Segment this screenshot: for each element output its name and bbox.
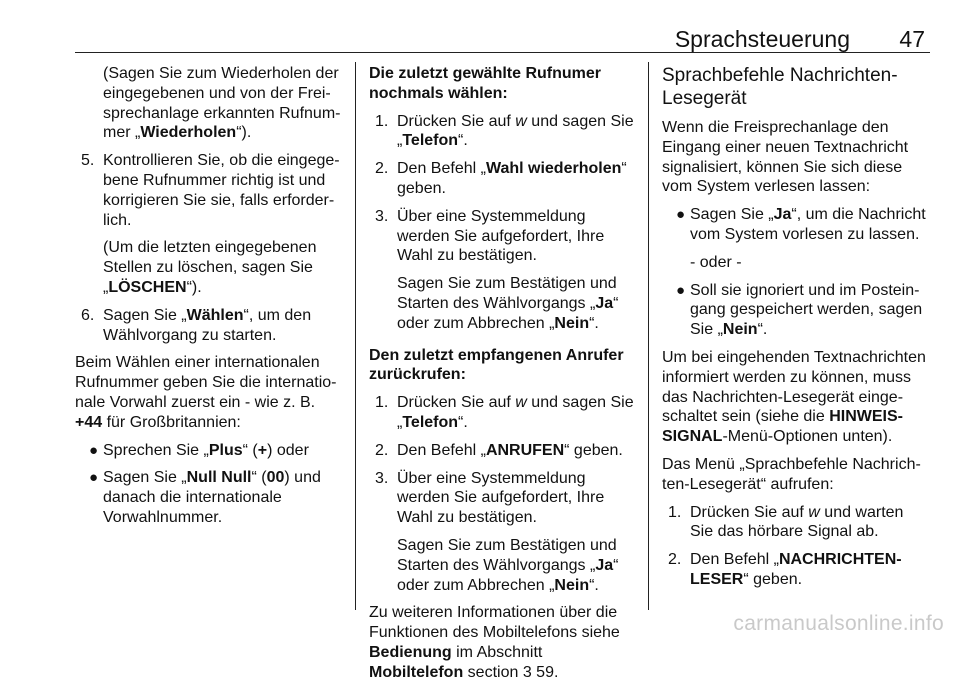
phone-button-icon: w [808, 503, 820, 521]
step-6: 6. Sagen Sie „Wählen“, um den Wählvorgang zu starten. [81, 306, 312, 344]
column-divider-2 [648, 62, 649, 610]
or-separator: - oder - [690, 253, 742, 271]
column-2 [369, 64, 637, 691]
watermark: carmanualsonline.info [733, 612, 944, 635]
repeat-note: (Sagen Sie zum Wiederholen der eingegebenen und von der Frei-sprechanlage erkannten Rufnum-mer „Wiederholen“). [103, 65, 341, 142]
redial-step-3: 3. Über eine Systemmeldung werden Sie aufgefordert, Ihre Wahl zu bestätigen. Sagen Sie zum Bestätigen und Starten des Wählvorgangs „Ja“ oder zum Abbrechen „Nein“. [375, 207, 619, 332]
intro-paragraph: Wenn die Freisprechanlage den Eingang einer neuen Textnachricht signalisiert, können Sie sich diese vom System verlesen lassen: [662, 119, 909, 196]
callback-step-2: 2. Den Befehl „ANRUFEN“ geben. [375, 441, 623, 459]
page-title: Sprachsteuerung [674, 26, 850, 52]
bullet-nein: ● Soll sie ignoriert und im Postein-gang gespeichert werden, sagen Sie „Nein“. [676, 281, 923, 339]
phone-button-icon: w [515, 112, 527, 130]
column-divider-1 [355, 62, 356, 610]
column-1 [75, 64, 345, 536]
heading-callback: Den zuletzt empfangenen Anrufer zurückrufen: [369, 346, 624, 384]
menu-paragraph: Das Menü „Sprachbefehle Nachrich-ten-Lesegerät“ aufrufen: [662, 455, 921, 493]
international-paragraph: Beim Wählen einer internationalen Rufnummer geben Sie die internatio-nale Vorwahl zuerst ein - wie z. B. +44 für Großbritannien: [75, 354, 337, 431]
more-info-paragraph: Zu weiteren Informationen über die Funktionen des Mobiltelefons siehe Bedienung im Abschnitt Mobiltelefon section 3 59. [369, 604, 620, 681]
column-3 [662, 64, 930, 598]
bullet-plus: ● Sprechen Sie „Plus“ (+) oder [89, 441, 309, 459]
step-5: 5. Kontrollieren Sie, ob die eingege-bene Rufnummer richtig ist und korrigieren Sie sie, falls erforder-lich. (Um die letzten eingegebenen Stellen zu löschen, sagen Sie „LÖSCHEN“). [81, 152, 340, 296]
info-paragraph: Um bei eingehenden Textnachrichten informiert werden zu können, muss das Nachrichten-Lesegerät einge-schaltet sein (siehe die HINWEIS-SIGNAL-Menü-Optionen unten). [662, 348, 926, 446]
menu-step-2: 2. Den Befehl „NACHRICHTEN-LESER“ geben. [668, 551, 902, 588]
page-number: 47 [899, 26, 925, 52]
callback-step-3: 3. Über eine Systemmeldung werden Sie aufgefordert, Ihre Wahl zu bestätigen. Sagen Sie zum Bestätigen und Starten des Wählvorgangs „Ja“ oder zum Abbrechen „Nein“. [375, 469, 619, 594]
heading-redial: Die zuletzt gewählte Rufnumer nochmals wählen: [369, 65, 602, 102]
bullet-null-null: ● Sagen Sie „Null Null“ (00) und danach die internationale Vorwahlnummer. [89, 469, 321, 526]
section-heading: Sprachbefehle Nachrichten-Lesegerät [662, 65, 898, 109]
bullet-ja: ● Sagen Sie „Ja“, um die Nachricht vom System vorlesen zu lassen. [676, 206, 926, 243]
phone-button-icon: w [515, 394, 527, 412]
header-rule [75, 52, 930, 53]
redial-step-2: 2. Den Befehl „Wahl wiederholen“ geben. [375, 160, 627, 197]
page-reference-icon: 3 [522, 663, 532, 681]
menu-step-1: 1. Drücken Sie auf w und warten Sie das hörbare Signal ab. [668, 503, 904, 541]
page-header [75, 26, 930, 52]
redial-step-1: 1. Drücken Sie auf w und sagen Sie „Telefon“. [375, 112, 634, 150]
callback-step-1: 1. Drücken Sie auf w und sagen Sie „Telefon“. [375, 394, 634, 431]
